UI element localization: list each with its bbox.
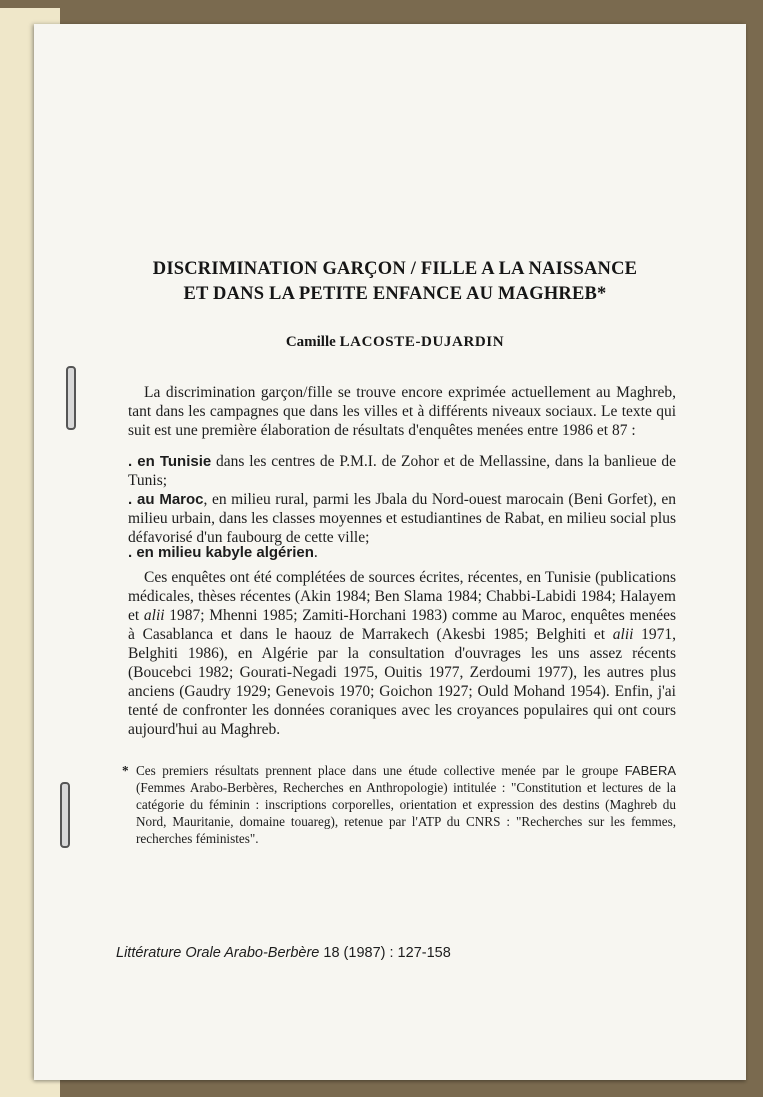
journal-details: 18 (1987) : 127-158 bbox=[319, 945, 451, 961]
sources-alii-2: alii bbox=[612, 626, 634, 643]
list-item-lead: . au Maroc bbox=[128, 491, 204, 508]
list-item-lead: . en Tunisie bbox=[128, 453, 212, 470]
footnote-text-1: Ces premiers résultats prennent place dans une étude collective menée par le groupe bbox=[136, 763, 625, 778]
list-item bbox=[128, 543, 676, 562]
sources-text-3: 1971, Belghiti 1986), en Algérie par la consultation d'ouvrages les uns assez récents (Boucebci 1982; Gourati-Negadi 1975, Ouitis 1977, Zerdoumi 1977), les autres plus anciens (Gaudry 1929; Genevois 1970; Goichon 1927; Ould Mohand 1954). Enfin, j'ai tenté de confronter les données coraniques avec les croyances populaires qui ont cours aujourd'hui au Maghreb. bbox=[128, 626, 676, 738]
list-item-lead: . en milieu kabyle algérien bbox=[128, 544, 314, 561]
sources-paragraph bbox=[128, 568, 676, 739]
sources-text-1: Ces enquêtes ont été complétées de sources écrites, récentes, en Tunisie (publications médicales, thèses récentes (Akin 1984; Ben Slama 1984; Chabbi-Labidi 1984; Halayem et bbox=[128, 569, 676, 624]
list-item bbox=[128, 490, 676, 547]
journal-name: Littérature Orale Arabo-Berbère bbox=[116, 945, 320, 961]
author-name bbox=[110, 334, 680, 351]
staple-top bbox=[66, 366, 76, 430]
footnote-group-name: FABERA bbox=[624, 763, 676, 778]
sources-text-2: 1987; Mhenni 1985; Zamiti-Horchani 1983) comme au Maroc, enquêtes menées à Casablanca et dans le haouz de Marrakech (Akesbi 1985; Belghiti et bbox=[128, 607, 676, 643]
list-item bbox=[128, 452, 676, 490]
title-line-1: DISCRIMINATION GARÇON / FILLE A LA NAISSANCE bbox=[152, 259, 638, 279]
intro-text: La discrimination garçon/fille se trouve encore exprimée actuellement au Maghreb, tant dans les campagnes que dans les villes et à différents niveaux sociaux. Le texte qui suit est une première élaboration de résultats d'enquêtes menées entre 1986 et 87 : bbox=[128, 384, 676, 439]
list-item-text: dans les centres de P.M.I. de Zohor et de Mellassine, dans la banlieue de Tunis; bbox=[128, 453, 676, 489]
list-item-text: , en milieu rural, parmi les Jbala du Nord-ouest marocain (Beni Gorfet), en milieu urbain, dans les classes moyennes et estudiantines de Rabat, en milieu social plus défavorisé d'un faubourg de cette ville; bbox=[128, 491, 676, 546]
intro-paragraph bbox=[128, 383, 676, 440]
footnote-text-2: (Femmes Arabo-Berbères, Recherches en Anthropologie) intitulée : "Constitution et lectures de la catégorie du féminin : inscriptions corporelles, orientation et expression des destins (Maghreb du Nord, Mauritanie, domaine touareg), retenue par l'ATP du CNRS : "Recherches sur les femmes, recherches féministes". bbox=[136, 780, 676, 846]
author-last-name: LACOSTE-DUJARDIN bbox=[339, 334, 505, 350]
staple-bottom bbox=[60, 782, 70, 848]
journal-citation bbox=[116, 945, 451, 961]
title-line-2: ET DANS LA PETITE ENFANCE AU MAGHREB* bbox=[183, 284, 607, 304]
author-first-name: Camille bbox=[285, 334, 336, 350]
footnote bbox=[122, 762, 676, 847]
list-item-text: . bbox=[313, 544, 318, 561]
article-title bbox=[110, 257, 680, 307]
footnote-marker: * bbox=[122, 763, 129, 778]
sources-alii-1: alii bbox=[143, 607, 165, 624]
